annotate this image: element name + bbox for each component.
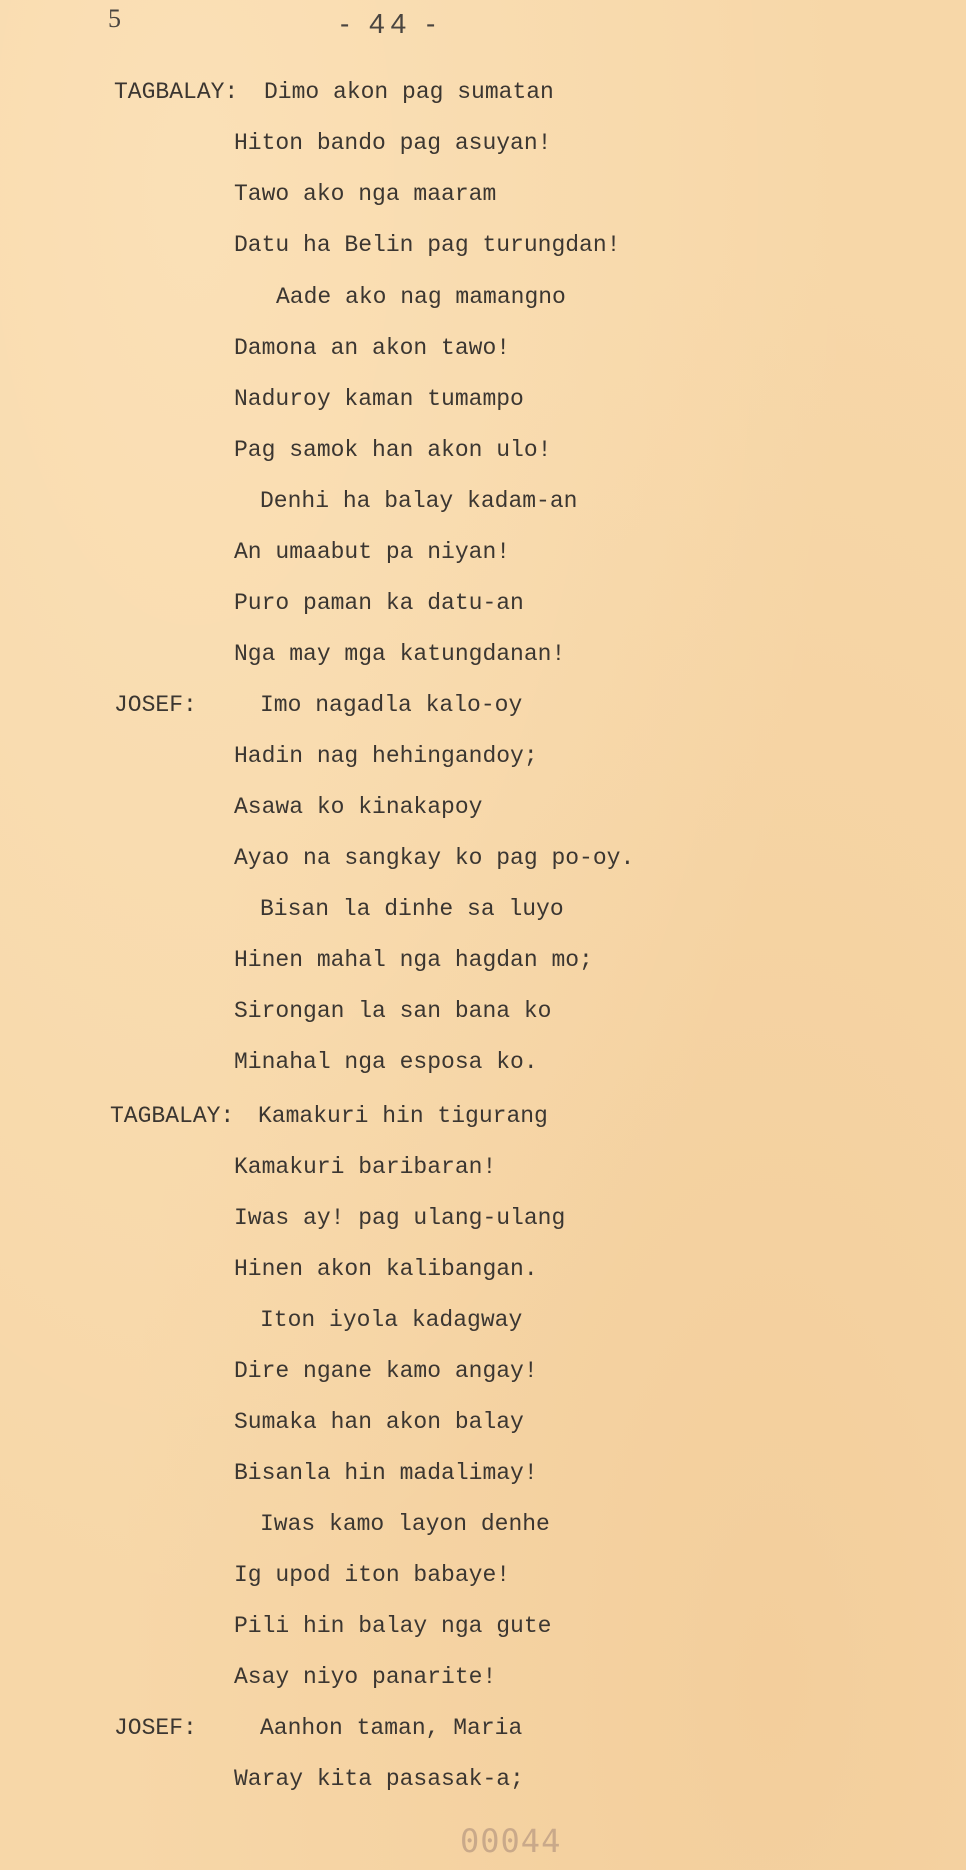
verse-line: Hinen mahal nga hagdan mo; — [234, 947, 593, 973]
verse-line: Datu ha Belin pag turungdan! — [234, 232, 621, 258]
verse-line: Ayao na sangkay ko pag po-oy. — [234, 845, 635, 871]
verse-line: Kamakuri hin tigurang — [258, 1103, 548, 1129]
verse-line: Denhi ha balay kadam-an — [260, 488, 578, 514]
corner-number: 5 — [108, 4, 121, 33]
verse-line: Iton iyola kadagway — [260, 1307, 523, 1333]
speaker-josef: JOSEF: — [114, 1715, 197, 1741]
verse-line: Iwas kamo layon denhe — [260, 1511, 550, 1537]
verse-line: Kamakuri baribaran! — [234, 1154, 497, 1180]
speaker-josef: JOSEF: — [114, 692, 197, 718]
verse-line: Waray kita pasasak-a; — [234, 1766, 524, 1792]
page-number: - 44 - — [340, 8, 442, 39]
speaker-tagbalay: TAGBALAY: — [110, 1103, 235, 1129]
verse-line: Asay niyo panarite! — [234, 1664, 497, 1690]
verse-line: Sumaka han akon balay — [234, 1409, 524, 1435]
verse-line: Nga may mga katungdanan! — [234, 641, 566, 667]
verse-line: Pag samok han akon ulo! — [234, 437, 552, 463]
verse-line: Iwas ay! pag ulang-ulang — [234, 1205, 566, 1231]
verse-line: Damona an akon tawo! — [234, 335, 511, 361]
verse-line: Bisanla hin madalimay! — [234, 1460, 538, 1486]
verse-line: Hadin nag hehingandoy; — [234, 743, 538, 769]
verse-line: Minahal nga esposa ko. — [234, 1049, 538, 1075]
verse-line: Aanhon taman, Maria — [260, 1715, 523, 1741]
verse-line: Dire ngane kamo angay! — [234, 1358, 538, 1384]
verse-line: Hinen akon kalibangan. — [234, 1256, 538, 1282]
verse-line: Dimo akon pag sumatan — [264, 79, 554, 105]
verse-line: An umaabut pa niyan! — [234, 539, 511, 565]
verse-line: Asawa ko kinakapoy — [234, 794, 483, 820]
verse-line: Pili hin balay nga gute — [234, 1613, 552, 1639]
verse-line: Aade ako nag mamangno — [276, 284, 566, 310]
verse-line: Ig upod iton babaye! — [234, 1562, 511, 1588]
speaker-tagbalay: TAGBALAY: — [114, 79, 239, 105]
verse-line: Puro paman ka datu-an — [234, 590, 524, 616]
verse-line: Bisan la dinhe sa luyo — [260, 896, 564, 922]
verse-line: Naduroy kaman tumampo — [234, 386, 524, 412]
verse-line: Tawo ako nga maaram — [234, 181, 497, 207]
archive-stamp: 00044 — [460, 1822, 562, 1860]
verse-line: Hiton bando pag asuyan! — [234, 130, 552, 156]
verse-line: Sirongan la san bana ko — [234, 998, 552, 1024]
verse-line: Imo nagadla kalo-oy — [260, 692, 523, 718]
